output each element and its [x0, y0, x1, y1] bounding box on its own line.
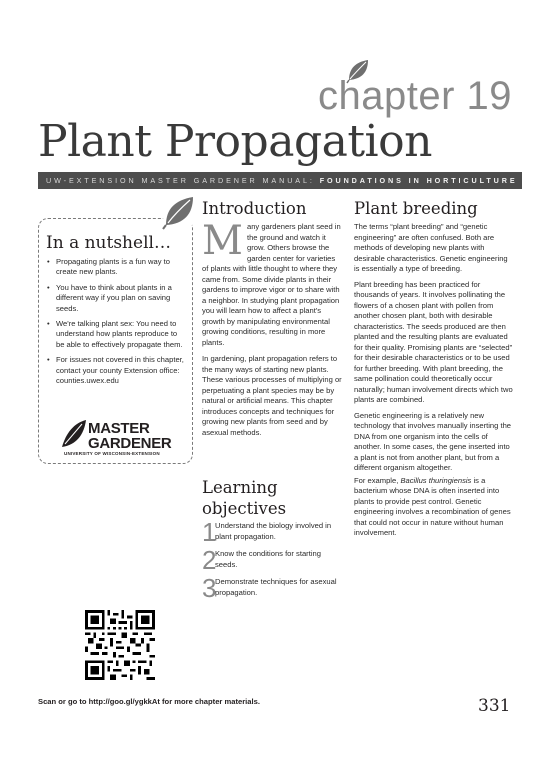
page-number: 331 [478, 696, 511, 716]
leaf-icon [160, 192, 200, 230]
plant-breeding-paragraph: The terms “plant breeding” and “genetic engineering” are often confused. Both are methods of developing new plants with desirable characteristics. Genetic engineering is essentially a type of breeding. [354, 222, 508, 273]
drop-cap: M [202, 218, 243, 264]
list-item: • We're talking plant sex: You need to understand how plants reproduce to be able to effectively propagate them. [46, 319, 186, 350]
list-item: • You have to think about plants in a different way if you plan on saving seeds. [46, 283, 186, 314]
plant-breeding-paragraph: Plant breeding has been practiced for thousands of years. It involves pollinating the flowers of a chosen plant with pollen from another chosen plant, both with desirable characteristics. The seeds produced are then planted and the resulting plants are evaluated for their quality. Promising plants are “selected” for their desirable characteristics or to be used for further breeding. With plant breeding, the same pollination could theoretically occur naturally; human involvement directs which two plants are combined. [354, 279, 513, 404]
manual-subtitle [46, 175, 518, 186]
logo-line-2: GARDENER [88, 435, 172, 452]
learning-objectives-heading-line2: objectives [202, 499, 287, 518]
plant-breeding-paragraph: Genetic engineering is a relatively new technology that involves manually inserting the DNA from one organism into the cells of another. In some cases, the gene inserted into a plant is not from another plant, but from a different organism altogether. [354, 410, 512, 472]
learning-objectives-heading-line1: Learning [202, 478, 278, 497]
plant-breeding-paragraph: For example, Bacillus thuringiensis is a bacterium whose DNA is often inserted into plants to provide pest control. Genetic engineering involves a recombination of genes that could not occur in nature without human involvement. [354, 475, 511, 537]
objective-number: 1 [202, 517, 217, 547]
species-name: Bacillus thuringiensis [400, 475, 472, 485]
objective-number: 2 [202, 545, 217, 575]
subtitle-emphasis: FOUNDATIONS IN HORTICULTURE [319, 176, 518, 185]
plant-breeding-body [354, 222, 514, 539]
introduction-paragraph: Many gardeners plant seed in the ground and watch it grow. Others browse the garden center for varieties of plants with little thought to where they came from. Some divide plants in their gardens to improve vigor or to share with a neighbor. In studying plant propagation you will learn how to affect a plant's growth by manipulating environmental growing conditions, resulting in more plants. [202, 218, 341, 347]
list-item: • Propagating plants is a fun way to create new plants. [46, 257, 186, 278]
logo-line-1: MASTER [88, 420, 150, 437]
subtitle-prefix: UW-EXTENSION MASTER GARDENER MANUAL: [46, 176, 315, 185]
logo-university: UNIVERSITY OF WISCONSIN-EXTENSION [64, 451, 160, 456]
objective-text: Know the conditions for starting seeds. [215, 549, 321, 569]
objective-text: Demonstrate techniques for asexual propagation. [215, 577, 337, 597]
logo-leaf-icon [60, 419, 88, 449]
objective-text: Understand the biology involved in plant propagation. [215, 521, 332, 541]
plant-breeding-heading: Plant breeding [354, 199, 478, 218]
list-item: • For issues not covered in this chapter, contact your county Extension office: counties.uwex.edu [46, 355, 186, 386]
objective-number: 3 [202, 573, 217, 603]
introduction-heading: Introduction [202, 199, 307, 218]
page-title: Plant Propagation [38, 116, 432, 167]
master-gardener-logo [58, 419, 186, 457]
nutshell-list [46, 257, 186, 391]
introduction-paragraph: In gardening, plant propagation refers to the many ways of starting new plants. These various processes of multiplying or perpetuating a plant species may be by natural or artificial means. This chapter introduces concepts and techniques for growing new plants from seed and by asexual methods. [202, 354, 342, 437]
introduction-body [202, 218, 342, 438]
chapter-label: chapter 19 [318, 74, 513, 118]
qr-code-icon[interactable] [85, 610, 155, 680]
footer-text: Scan or go to http://goo.gl/ygkkAt for more chapter materials. [38, 697, 260, 706]
nutshell-title: In a nutshell… [46, 233, 171, 253]
